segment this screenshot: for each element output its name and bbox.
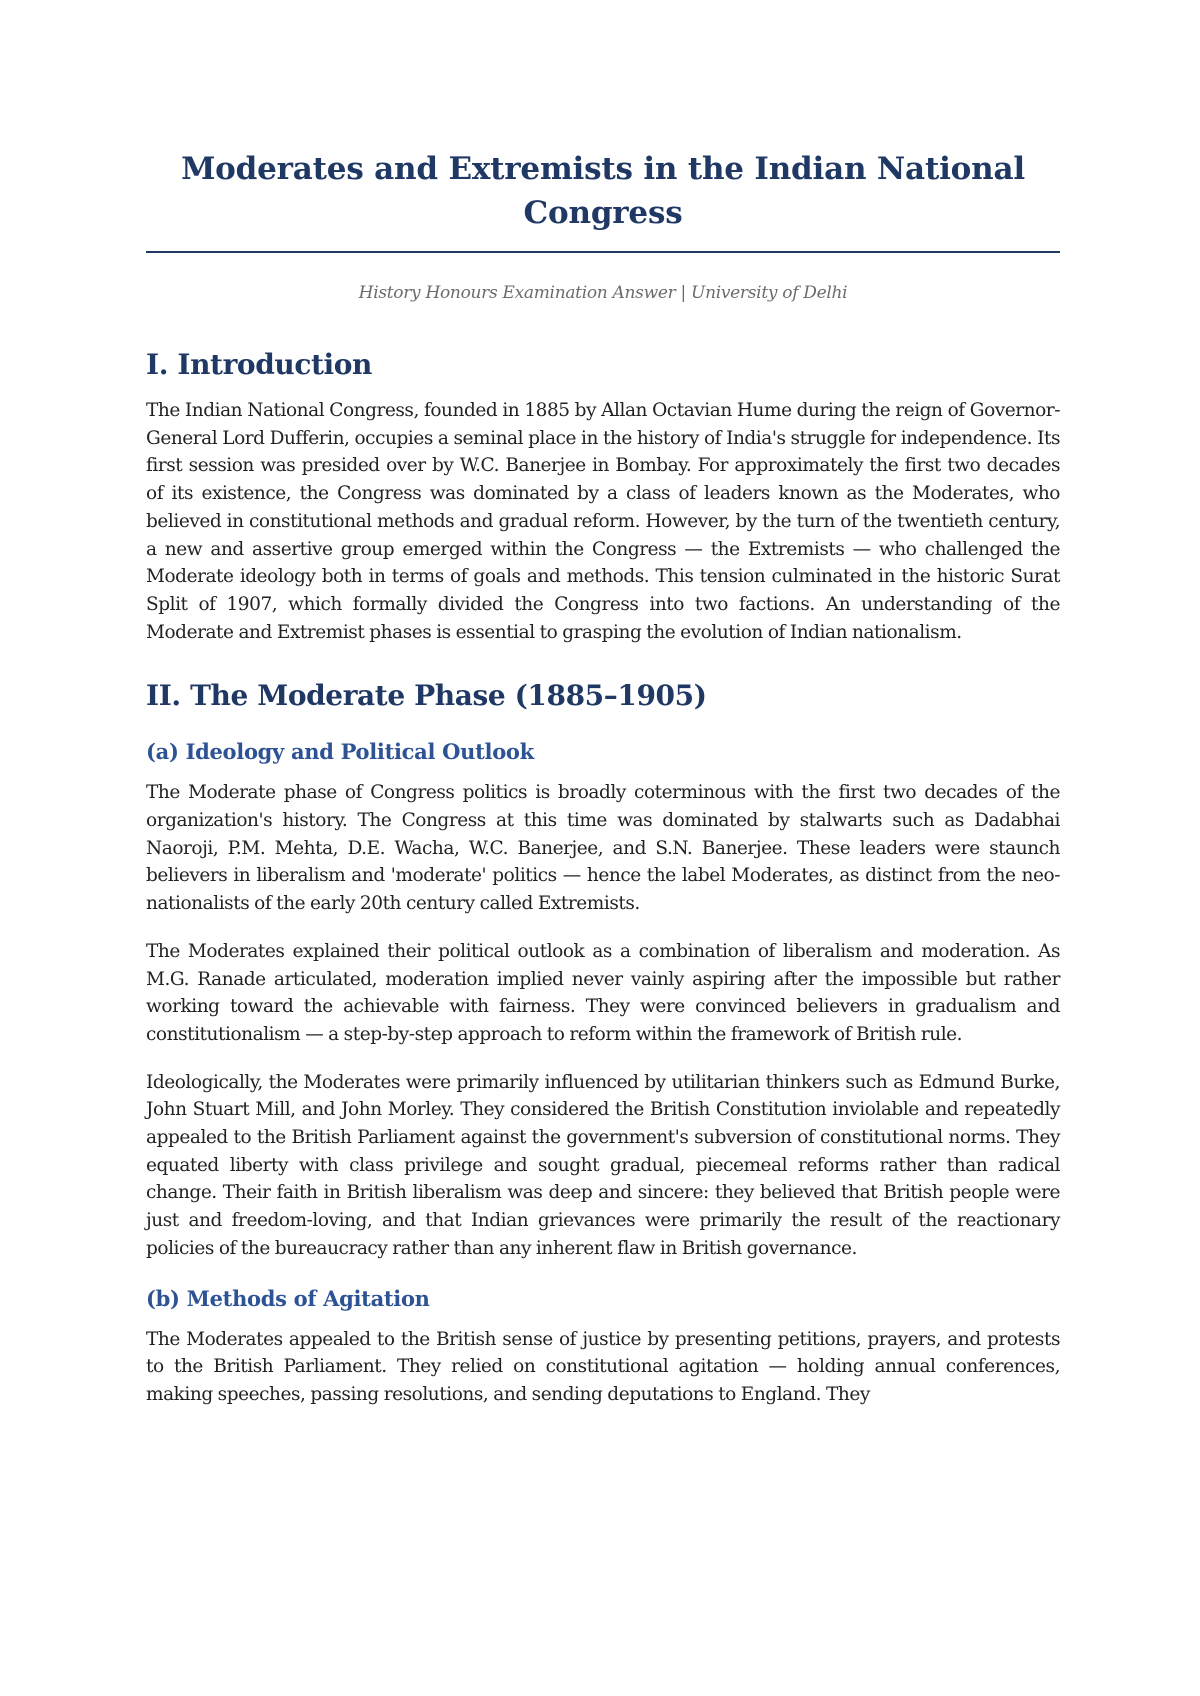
section-heading-introduction: I. Introduction (146, 348, 372, 381)
ideology-paragraph-2: The Moderates explained their political outlook as a combination of liberalism and moderation. As M.G. Ranade articulated, moderation implied never vainly aspiring after the impossible but rather working toward the achievable with fairness. They were convinced believers in gradualism and constitutionalism — a step-by-step approach to reform within the framework of British rule. (146, 940, 1060, 1045)
subsection-heading-methods: (b) Methods of Agitation (146, 1285, 430, 1311)
methods-paragraph-1: The Moderates appealed to the British sense of justice by presenting petitions, prayers, and protests to the British Parliament. They relied on constitutional agitation — holding annual conferences, making speeches, passing resolutions, and sending deputations to England. They (146, 1328, 1060, 1405)
document-title: Moderates and Extremists in the Indian National Congress (181, 151, 1025, 231)
ideology-paragraph-1: The Moderate phase of Congress politics is broadly coterminous with the first two decades of the organization's history. The Congress at this time was dominated by stalwarts such as Dadabhai Naoroji, P.M. Mehta, D.E. Wacha, W.C. Banerjee, and S.N. Banerjee. These leaders were staunch believers in liberalism and 'moderate' politics — hence the label Moderates, as distinct from the neo-nationalists of the early 20th century called Extremists. (146, 782, 1060, 915)
section-heading-moderate-phase: II. The Moderate Phase (1885–1905) (146, 679, 707, 713)
document-subtitle: History Honours Examination Answer | University of Delhi (358, 283, 848, 303)
subsection-heading-ideology: (a) Ideology and Political Outlook (146, 739, 534, 765)
introduction-paragraph: The Indian National Congress, founded in 1885 by Allan Octavian Hume during the reign of Governor-General Lord Dufferin, occupies a seminal place in the history of India's struggle for independence. Its first session was presided over by W.C. Banerjee in Bombay. For approximately the first two decades of its existence, the Congress was dominated by a class of leaders known as the Moderates, who believed in constitutional methods and gradual reform. However, by the turn of the twentieth century, a new and assertive group emerged within the Congress — the Extremists — who challenged the Moderate ideology both in terms of goals and methods. This tension culminated in the historic Surat Split of 1907, which formally divided the Congress into two factions. An understanding of the Moderate and Extremist phases is essential to grasping the evolution of Indian nationalism. (146, 400, 1060, 643)
ideology-paragraph-3: Ideologically, the Moderates were primarily influenced by utilitarian thinkers such as Edmund Burke, John Stuart Mill, and John Morley. They considered the British Constitution inviolable and repeatedly appealed to the British Parliament against the government's subversion of constitutional norms. They equated liberty with class privilege and sought gradual, piecemeal reforms rather than radical change. Their faith in British liberalism was deep and sincere: they believed that British people were just and freedom-loving, and that Indian grievances were primarily the result of the reactionary policies of the bureaucracy rather than any inherent flaw in British governance. (146, 1071, 1060, 1259)
title-divider (146, 251, 1060, 253)
